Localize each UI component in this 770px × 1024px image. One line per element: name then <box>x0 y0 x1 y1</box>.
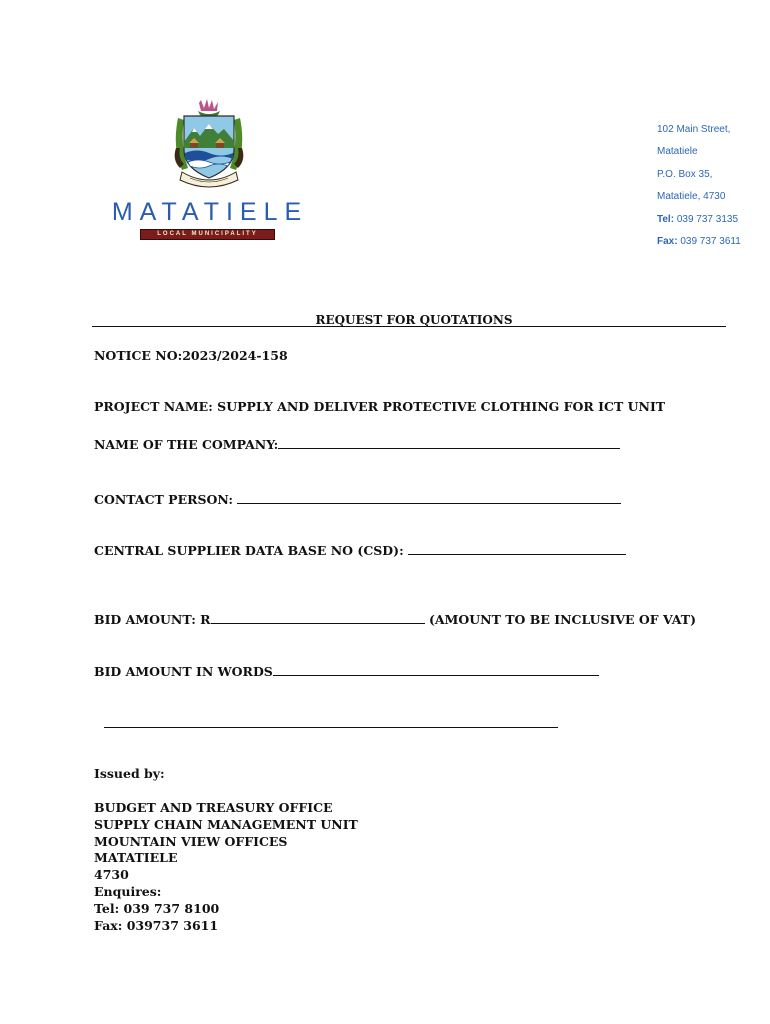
bid-amount-note: (AMOUNT TO BE INCLUSIVE OF VAT) <box>428 612 696 627</box>
bid-words-blank-2[interactable] <box>104 717 558 728</box>
bid-amount-blank[interactable] <box>211 613 425 624</box>
tel-label: Tel: <box>657 213 675 225</box>
protea-flower <box>198 99 220 117</box>
issuer-unit: SUPPLY CHAIN MANAGEMENT UNIT <box>94 816 358 832</box>
issuer-postal-code: 4730 <box>94 867 129 883</box>
bid-amount-field <box>94 612 696 627</box>
issuer-office: BUDGET AND TREASURY OFFICE <box>94 800 333 815</box>
fax-value: 039 737 3611 <box>680 236 741 248</box>
bid-amount-label: BID AMOUNT: R <box>94 612 211 627</box>
bid-words-blank[interactable] <box>273 665 599 676</box>
company-name-label: NAME OF THE COMPANY: <box>94 437 279 452</box>
company-name-field <box>94 437 620 452</box>
document-title: REQUEST FOR QUOTATIONS <box>315 313 513 327</box>
contact-person-label: CONTACT PERSON: <box>94 492 234 507</box>
company-name-blank[interactable] <box>278 438 620 449</box>
issuer-enquiries-label: Enquires: <box>94 883 162 899</box>
address-tel <box>657 209 741 231</box>
address-po-box: P.O. Box 35, <box>657 168 713 180</box>
csd-field <box>94 543 626 558</box>
brand-subtitle-banner: LOCAL MUNICIPALITY <box>140 229 275 240</box>
bid-words-field <box>94 664 599 679</box>
csd-label: CENTRAL SUPPLIER DATA BASE NO (CSD): <box>94 543 404 558</box>
address-postal: Matatiele, 4730 <box>657 191 726 203</box>
bid-words-label: BID AMOUNT IN WORDS <box>94 664 273 679</box>
issuer-town: MATATIELE <box>94 850 178 866</box>
issuer-building: MOUNTAIN VIEW OFFICES <box>94 833 288 849</box>
address-fax <box>657 231 741 253</box>
address-town: Matatiele <box>657 146 698 158</box>
notice-number: NOTICE NO:2023/2024-158 <box>94 348 288 363</box>
contact-person-blank[interactable] <box>237 493 621 504</box>
address-street: 102 Main Street, <box>657 124 731 135</box>
title-rule <box>92 312 726 327</box>
contact-person-field <box>94 492 621 507</box>
issuer-block <box>94 800 358 934</box>
project-name: PROJECT NAME: SUPPLY AND DELIVER PROTECTIVE CLOTHING FOR ICT UNIT <box>94 399 666 414</box>
fax-label: Fax: <box>657 236 678 248</box>
address-block <box>657 119 741 253</box>
bid-words-extra-line <box>104 716 558 731</box>
coat-of-arms-icon <box>168 98 250 190</box>
brand-name: MATATIELE <box>111 198 309 226</box>
issuer-tel: Tel: 039 737 8100 <box>94 900 220 916</box>
tel-value: 039 737 3135 <box>676 213 738 225</box>
issuer-fax: Fax: 039737 3611 <box>94 917 219 933</box>
issued-by-label: Issued by: <box>94 766 165 781</box>
csd-blank[interactable] <box>408 544 626 555</box>
